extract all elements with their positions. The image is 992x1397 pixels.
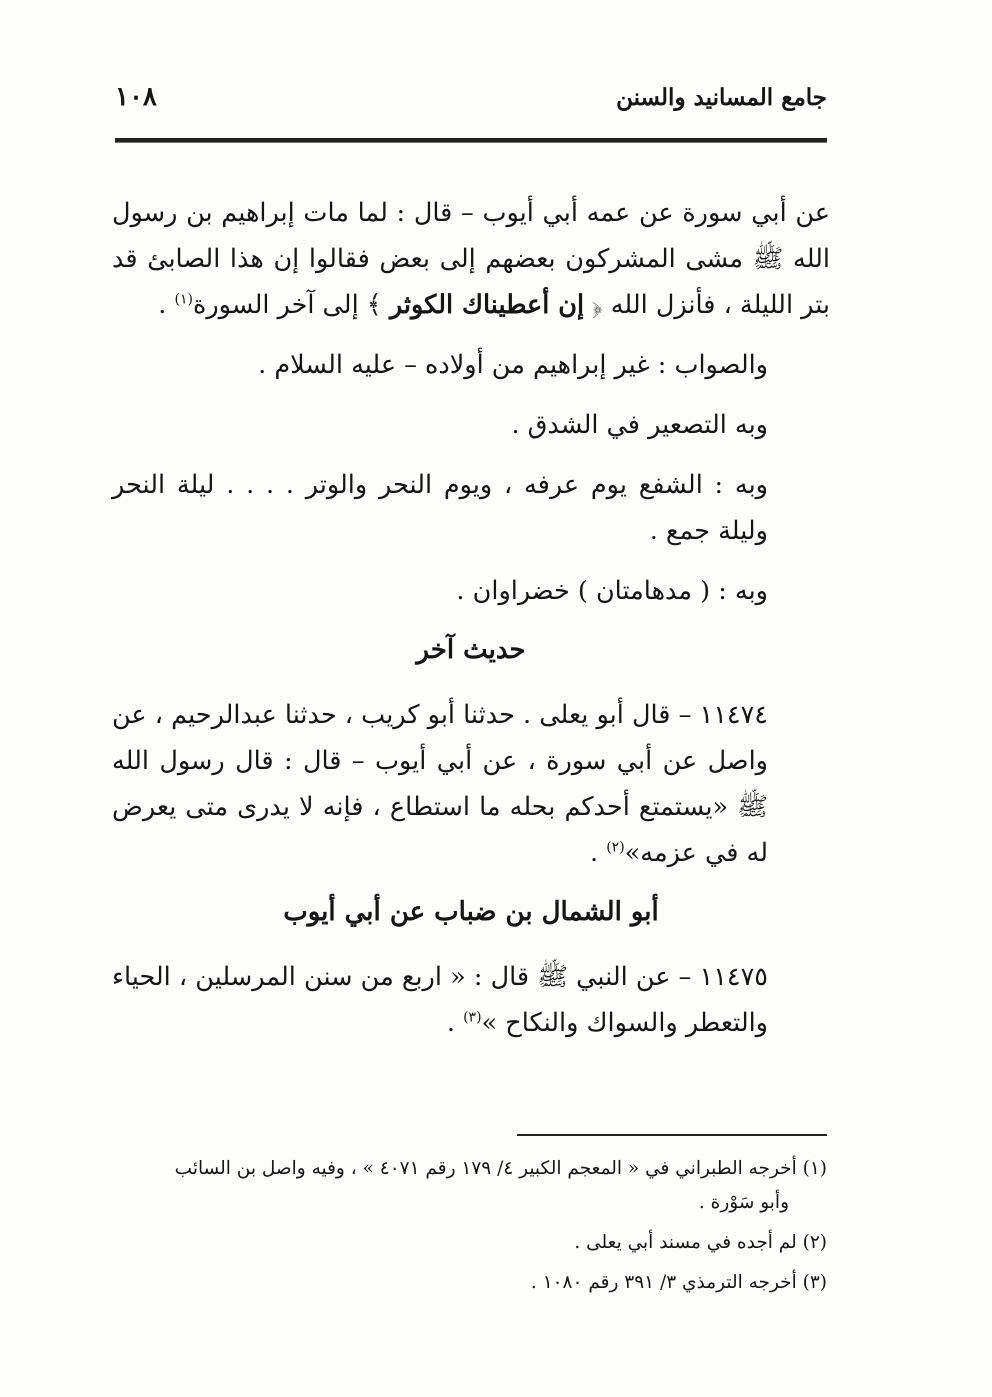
paragraph-tasir: وبه التصعير في الشدق . (511, 410, 768, 440)
footnote-1-text: (١) أخرجه الطبراني في « المعجم الكبير ٤/ ١٧٩ رقم ٤٠٧١ » ، وفيه واصل بن السائب (174, 1158, 827, 1179)
paragraph-abu-sawra (112, 190, 830, 328)
section-heading-hadith-akhar: حديث آخر (416, 635, 526, 665)
footnote-3: (٣) أخرجه الترمذي ٣/ ٣٩١ رقم ١٠٨٠ . (530, 1272, 827, 1293)
paragraph-tail: . (158, 290, 175, 320)
header-rule (115, 138, 827, 143)
footnote-1-continuation: وأبو سَوْرة . (698, 1192, 789, 1213)
running-title: جامع المسانيد والسنن (616, 84, 827, 111)
main-text (112, 190, 830, 1060)
paragraph-shaf: وبه : الشفع يوم عرفه ، ويوم النحر والوتر . . . . ليلة النحر وليلة جمع . (112, 470, 768, 546)
hadith-tail: . (589, 838, 607, 868)
hadith-text: ١١٤٧٤ – قال أبو يعلى . حدثنا أبو كريب ، حدثنا عبدالرحيم ، عن واصل عن أبي سورة ، عن أبي أيوب – قال : قال رسول الله ﷺ «يستمتع أحدكم بحله ما استطاع ، فإنه لا يدرى متى يعرض له في عزمه» (112, 700, 768, 868)
quran-quote: إن أعطيناك الكوثر (389, 290, 585, 320)
footnote-1 (115, 1152, 827, 1220)
hadith-11475 (112, 954, 830, 1046)
hadith-text: ١١٤٧٥ – عن النبي ﷺ قال : « اربع من سنن المرسلين ، الحياء والتعطر والسواك والنكاح » (112, 962, 768, 1038)
hadith-11474 (112, 692, 830, 876)
paragraph-mudhammatan: وبه : ( مدهامتان ) خضراوان . (456, 576, 768, 606)
footnote-marker-2: (٢) (606, 839, 625, 856)
footnote-marker-1: (١) (174, 291, 193, 308)
section-heading-abu-alshamal: أبو الشمال بن ضباب عن أبي أيوب (283, 897, 659, 927)
page-header (115, 80, 827, 128)
footnote-marker-3: (٣) (463, 1009, 482, 1026)
footnote-rule (517, 1134, 827, 1136)
page-number: ١٠٨ (115, 82, 157, 112)
hadith-tail: . (446, 1008, 464, 1038)
footnote-2: (٢) لم أجده في مسند أبي يعلى . (574, 1232, 827, 1253)
paragraph-text-end: ﴾ إلى آخر السورة (192, 290, 390, 320)
paragraph-text: عن أبي سورة عن عمه أبي أيوب – قال : لما مات إبراهيم بن رسول الله ﷺ مشى المشركون بعضهم إلى بعض فقالوا إن هذا الصابئ قد بتر الليلة ، فأنزل الله ﴿ (112, 198, 830, 320)
footnotes (115, 1152, 827, 1306)
paragraph-correction: والصواب : غير إبراهيم من أولاده – عليه السلام . (258, 350, 768, 380)
